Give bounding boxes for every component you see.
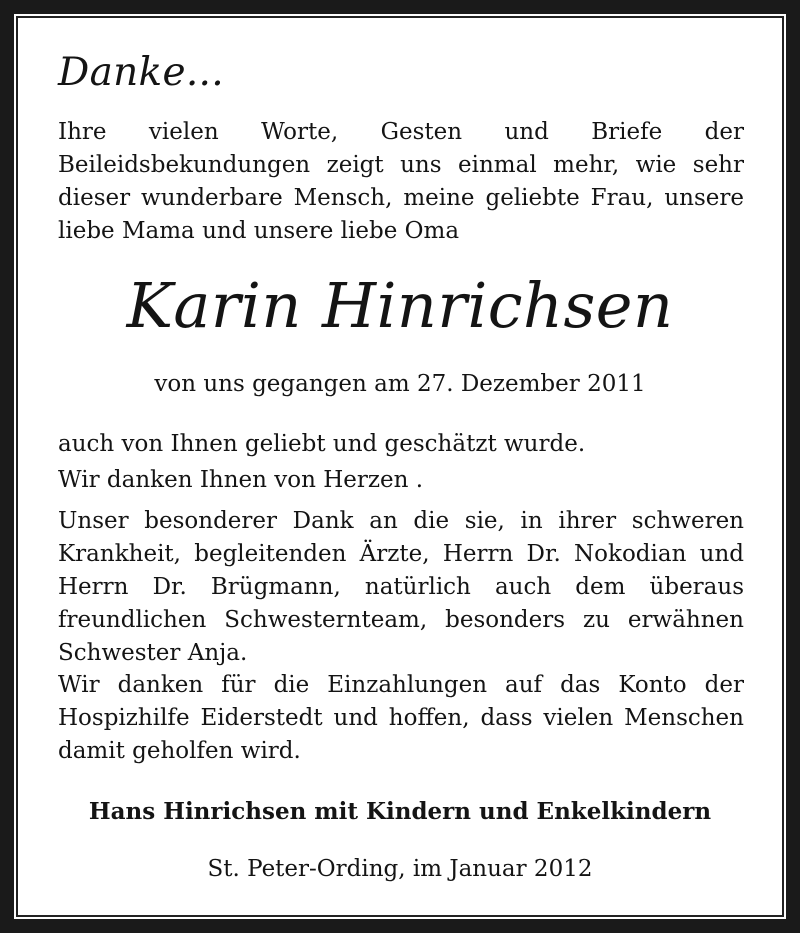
place-and-date: St. Peter-Ording, im Januar 2012 xyxy=(207,856,593,882)
special-thanks-paragraph: Unser besonderer Dank an die sie, in ihrer schweren Krankheit, begleitenden Ärzte, Herrn Dr. Nokodian und Herrn Dr. Brügmann, natürlich auch dem überaus freundlichen Schwesternteam, besonders zu erwähnen Schwester Anja. xyxy=(58,508,744,666)
date-of-passing: von uns gegangen am 27. Dezember 2011 xyxy=(154,371,646,397)
signature: Hans Hinrichsen mit Kindern und Enkelkindern xyxy=(88,798,712,825)
donations-paragraph: Wir danken für die Einzahlungen auf das Konto der Hospizhilfe Eiderstedt und hoffen, dass vielen Menschen damit geholfen wird. xyxy=(58,672,744,764)
heading: Danke... xyxy=(58,50,224,95)
deceased-name: Karin Hinrichsen xyxy=(126,269,674,342)
thanks-line: Wir danken Ihnen von Herzen . xyxy=(58,467,424,493)
obituary-notice-card xyxy=(14,14,786,919)
continuation-line: auch von Ihnen geliebt und geschätzt wurde. xyxy=(58,431,586,457)
intro-paragraph: Ihre vielen Worte, Gesten und Briefe der Beileidsbekundungen zeigt uns einmal mehr, wie sehr dieser wunderbare Mensch, meine geliebte Frau, unsere liebe Mama und unsere liebe Oma xyxy=(58,119,744,244)
